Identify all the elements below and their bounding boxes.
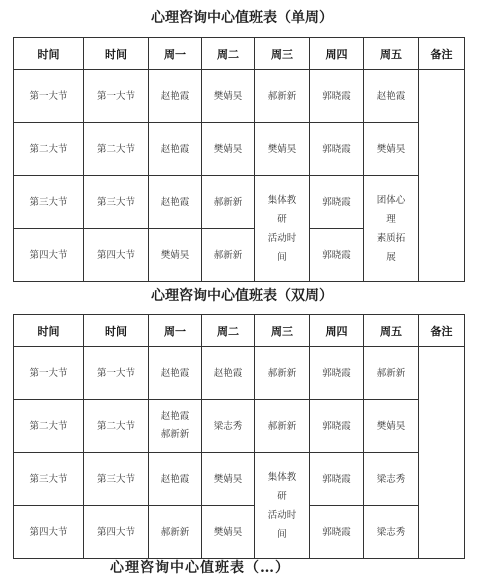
- header-thursday: 周四: [310, 315, 364, 347]
- duty-cell-wednesday: 郝新新: [255, 347, 310, 400]
- table-row: [14, 176, 465, 229]
- header-remarks: 备注: [419, 315, 465, 347]
- header-time: 时间: [14, 38, 84, 70]
- header-friday: 周五: [364, 315, 419, 347]
- duty-cell-wednesday: 郝新新: [255, 400, 310, 453]
- remarks-cell: [419, 70, 465, 282]
- duty-cell-monday: [149, 400, 202, 453]
- duty-cell-thursday: 郭晓霞: [310, 229, 364, 282]
- duty-cell-monday: 赵艳霞: [149, 176, 202, 229]
- next-section-title-text: 心理咨询中心值班表（…）: [110, 560, 290, 576]
- duty-name: 郝新新: [160, 429, 190, 440]
- slot-cell: 第三大节: [14, 176, 84, 229]
- duty-cell-thursday: 郭晓霞: [310, 123, 364, 176]
- duty-cell-thursday: 郭晓霞: [310, 453, 364, 506]
- activity-line: 集体教: [267, 471, 297, 483]
- table-row: [14, 70, 465, 123]
- duty-cell-monday: 赵艳霞: [149, 347, 202, 400]
- duty-table-single-week: [13, 37, 465, 282]
- duty-cell-monday: 赵艳霞: [149, 123, 202, 176]
- activity-line: 活动时: [267, 509, 297, 521]
- slot-cell: 第三大节: [14, 453, 84, 506]
- header-time: 时间: [84, 38, 149, 70]
- slot-cell: 第三大节: [84, 453, 149, 506]
- duty-cell-wednesday: 樊婧昊: [255, 123, 310, 176]
- duty-cell-friday: 赵艳霞: [364, 70, 419, 123]
- duty-cell-wednesday: 郝新新: [255, 70, 310, 123]
- table-row: [14, 506, 465, 559]
- teaching-research-activity-cell: [255, 176, 310, 282]
- group-activity-cell: [364, 176, 419, 282]
- activity-line: 间: [277, 251, 287, 263]
- header-time: 时间: [14, 315, 84, 347]
- table-row: [14, 400, 465, 453]
- duty-cell-monday: 郝新新: [149, 506, 202, 559]
- header-wednesday: 周三: [255, 315, 310, 347]
- activity-line: 集体教: [267, 194, 297, 206]
- table-row: [14, 123, 465, 176]
- header-tuesday: 周二: [202, 38, 255, 70]
- duty-cell-friday: 樊婧昊: [364, 400, 419, 453]
- header-row: [14, 315, 465, 347]
- duty-cell-thursday: 郭晓霞: [310, 506, 364, 559]
- activity-line: 理: [386, 213, 396, 225]
- duty-cell-thursday: 郭晓霞: [310, 176, 364, 229]
- teaching-research-activity-cell: [255, 453, 310, 559]
- header-thursday: 周四: [310, 38, 364, 70]
- duty-cell-thursday: 郭晓霞: [310, 347, 364, 400]
- duty-cell-friday: 梁志秀: [364, 506, 419, 559]
- table-title-double-week: 心理咨询中心值班表（双周）: [151, 288, 333, 304]
- duty-cell-tuesday: 郝新新: [202, 176, 255, 229]
- duty-cell-thursday: 郭晓霞: [310, 70, 364, 123]
- duty-cell-tuesday: 梁志秀: [202, 400, 255, 453]
- header-tuesday: 周二: [202, 315, 255, 347]
- activity-line: 活动时: [267, 232, 297, 244]
- duty-cell-friday: 樊婧昊: [364, 123, 419, 176]
- activity-line: 研: [277, 490, 287, 502]
- activity-line: 团体心: [376, 194, 406, 206]
- duty-name: 赵艳霞: [160, 411, 190, 422]
- duty-table-double-week: [13, 314, 465, 559]
- duty-cell-tuesday: 樊婧昊: [202, 506, 255, 559]
- activity-line: 间: [277, 528, 287, 540]
- header-monday: 周一: [149, 315, 202, 347]
- header-friday: 周五: [364, 38, 419, 70]
- duty-cell-tuesday: 樊婧昊: [202, 453, 255, 506]
- duty-cell-monday: 赵艳霞: [149, 70, 202, 123]
- activity-line: 展: [386, 251, 396, 263]
- slot-cell: 第四大节: [84, 229, 149, 282]
- slot-cell: 第四大节: [84, 506, 149, 559]
- duty-cell-monday: 樊婧昊: [149, 229, 202, 282]
- slot-cell: 第二大节: [14, 400, 84, 453]
- activity-line: 研: [277, 213, 287, 225]
- slot-cell: 第二大节: [84, 123, 149, 176]
- header-time: 时间: [84, 315, 149, 347]
- table-title-single-week: 心理咨询中心值班表（单周）: [151, 10, 333, 26]
- duty-cell-thursday: 郭晓霞: [310, 400, 364, 453]
- next-section-title-partial: [0, 560, 484, 576]
- duty-cell-tuesday: 樊婧昊: [202, 70, 255, 123]
- duty-cell-monday: 赵艳霞: [149, 453, 202, 506]
- slot-cell: 第二大节: [84, 400, 149, 453]
- slot-cell: 第一大节: [84, 70, 149, 123]
- slot-cell: 第一大节: [14, 347, 84, 400]
- remarks-cell: [419, 347, 465, 559]
- duty-cell-friday: 郝新新: [364, 347, 419, 400]
- slot-cell: 第一大节: [84, 347, 149, 400]
- header-remarks: 备注: [419, 38, 465, 70]
- slot-cell: 第四大节: [14, 506, 84, 559]
- slot-cell: 第四大节: [14, 229, 84, 282]
- header-wednesday: 周三: [255, 38, 310, 70]
- header-row: [14, 38, 465, 70]
- slot-cell: 第一大节: [14, 70, 84, 123]
- duty-cell-tuesday: 樊婧昊: [202, 123, 255, 176]
- slot-cell: 第二大节: [14, 123, 84, 176]
- duty-cell-friday: 梁志秀: [364, 453, 419, 506]
- header-monday: 周一: [149, 38, 202, 70]
- table-row: [14, 453, 465, 506]
- table-row: [14, 347, 465, 400]
- activity-line: 素质拓: [376, 232, 406, 244]
- duty-cell-tuesday: 赵艳霞: [202, 347, 255, 400]
- slot-cell: 第三大节: [84, 176, 149, 229]
- duty-cell-tuesday: 郝新新: [202, 229, 255, 282]
